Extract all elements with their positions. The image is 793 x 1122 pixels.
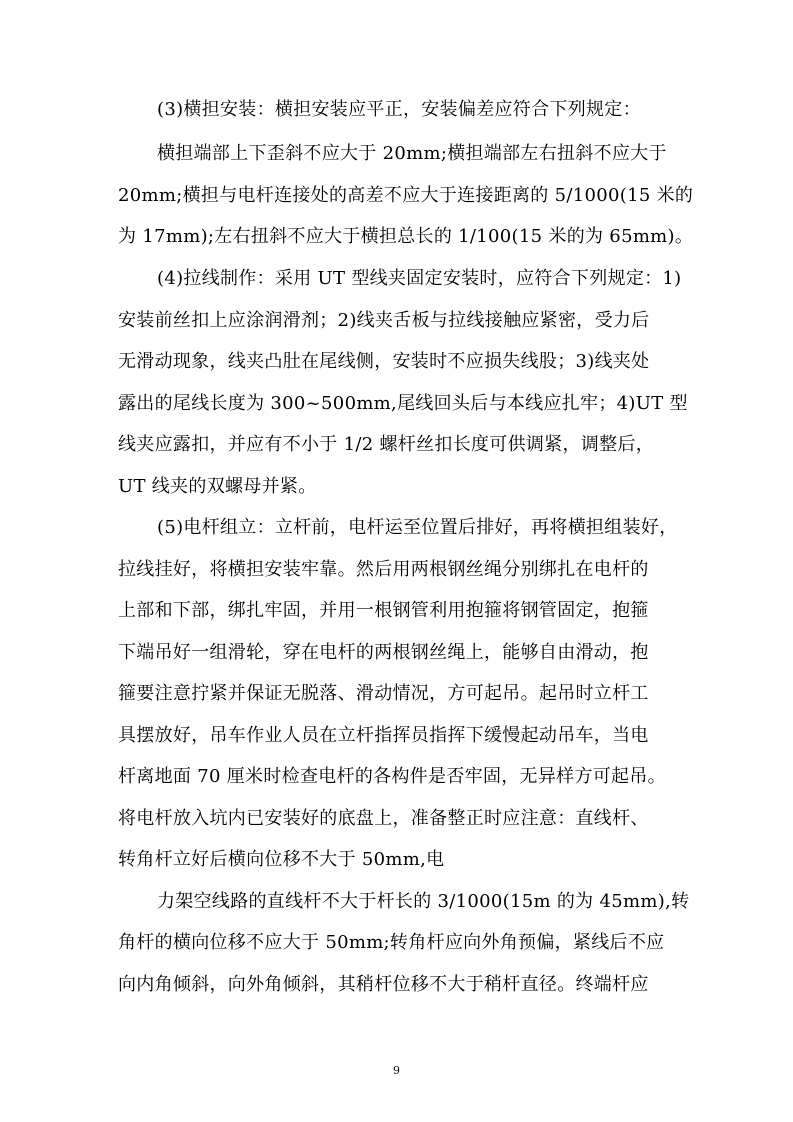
text-line: 安装前丝扣上应涂润滑剂；2)线夹舌板与拉线接触应紧密，受力后 (118, 310, 650, 331)
text-line: 箍要注意拧紧并保证无脱落、滑动情况，方可起吊。起吊时立杆工 (118, 683, 649, 704)
text-line: 具摆放好，吊车作业人员在立杆指挥员指挥下缓慢起动吊车，当电 (118, 725, 649, 746)
text-line: 20mm;横担与电杆连接处的高差不应大于连接距离的 5/1000(15 米的 (118, 185, 694, 206)
text-line: 无滑动现象，线夹凸肚在尾线侧，安装时不应损失线股；3)线夹处 (118, 351, 650, 372)
text-line: 上部和下部，绑扎牢固，并用一根钢管利用抱箍将钢管固定，抱箍 (118, 600, 649, 621)
text-line: (5)电杆组立：立杆前，电杆运至位置后排好，再将横担组装好， (157, 517, 678, 538)
text-line: 杆离地面 70 厘米时检查电杆的各构件是否牢固，无异样方可起吊。 (118, 766, 666, 787)
text-line: 转角杆立好后横向位移不大于 50mm,电 (118, 849, 445, 870)
text-line: 将电杆放入坑内已安装好的底盘上，准备整正时应注意：直线杆、 (118, 808, 649, 829)
text-line: 力架空线路的直线杆不大于杆长的 3/1000(15m 的为 45mm),转 (157, 891, 690, 912)
text-line: (3)横担安装：横担安装应平正，安装偏差应符合下列规定： (157, 99, 641, 120)
text-line: 拉线挂好，将横担安装牢靠。然后用两根钢丝绳分别绑扎在电杆的 (118, 559, 649, 580)
text-line: 为 17mm);左右扭斜不应大于横担总长的 1/100(15 米的为 65mm)。 (118, 226, 694, 247)
text-line: 下端吊好一组滑轮，穿在电杆的两根钢丝绳上，能够自由滑动，抱 (118, 642, 649, 663)
text-line: (4)拉线制作：采用 UT 型线夹固定安装时，应符合下列规定：1) (157, 268, 682, 289)
text-line: 露出的尾线长度为 300~500mm,尾线回头后与本线应扎牢；4)UT 型 (118, 393, 688, 414)
text-line: UT 线夹的双螺母并紧。 (118, 476, 317, 497)
text-line: 向内角倾斜，向外角倾斜，其稍杆位移不大于稍杆直径。终端杆应 (118, 974, 649, 995)
text-line: 角杆的横向位移不应大于 50mm;转角杆应向外角预偏，紧线后不应 (118, 932, 665, 953)
page-number: 9 (393, 1064, 400, 1077)
text-line: 横担端部上下歪斜不应大于 20mm;横担端部左右扭斜不应大于 (157, 143, 667, 164)
text-line: 线夹应露扣，并应有不小于 1/2 螺杆丝扣长度可供调紧，调整后， (118, 434, 655, 455)
